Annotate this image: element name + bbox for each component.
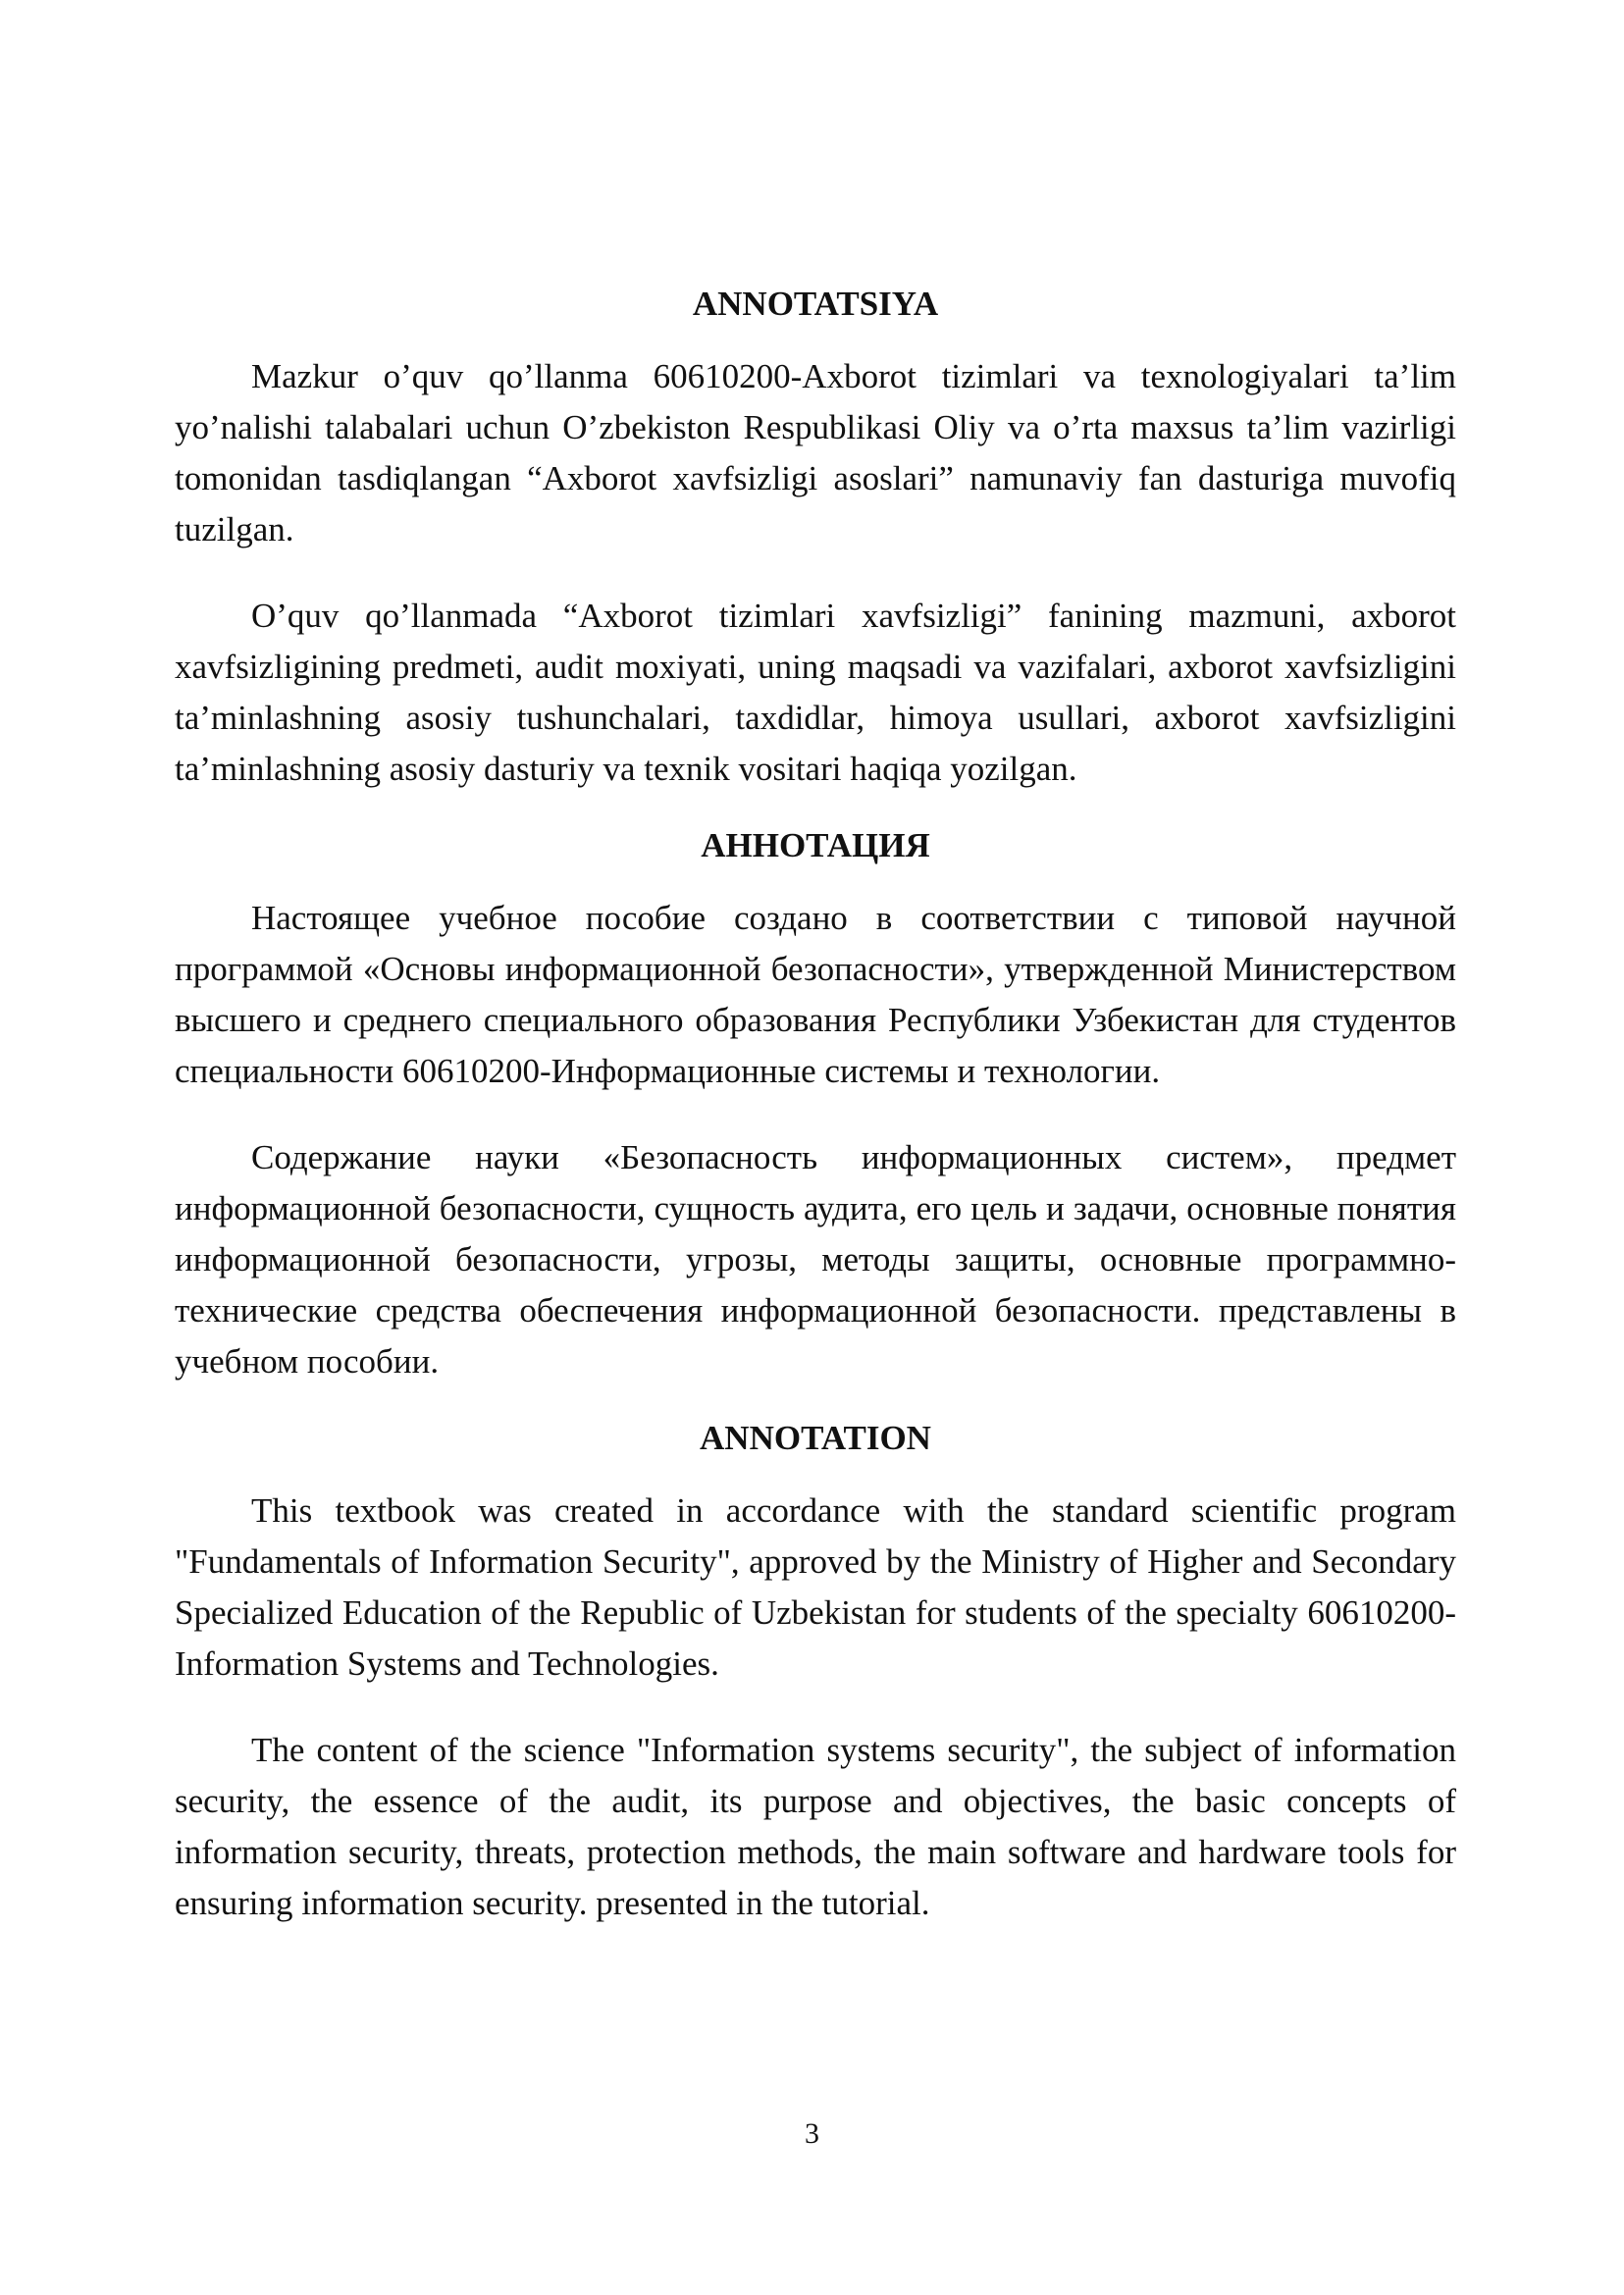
- heading-annotatsiya-ru: АННОТАЦИЯ: [701, 826, 930, 864]
- paragraph-annotatsiya-1: Mazkur o’quv qo’llanma 60610200-Axborot tizimlari va texnologiyalari ta’lim yo’nalishi talabalari uchun O’zbekiston Respublikasi Oliy va o’rta maxsus ta’lim vazirligi tomonidan tasdiqlangan “Axborot xavfsizligi asoslari” namunaviy fan dasturiga muvofiq tuzilgan.: [175, 357, 1456, 548]
- paragraph-annotatsiya-ru-1: Настоящее учебное пособие создано в соответствии с типовой научной программой «Основы информационной безопасности», утвержденной Министерством высшего и среднего специального образования Республики Узбекистан для студентов специальности 60610200-Информационные системы и технологии.: [175, 899, 1456, 1090]
- document-page: [175, 285, 1456, 1929]
- paragraph-annotation-en-2: The content of the science "Information systems security", the subject of information security, the essence of the audit, its purpose and objectives, the basic concepts of information security, threats, protection methods, the main software and hardware tools for ensuring information security. presented in the tutorial.: [175, 1731, 1456, 1922]
- page-number: 3: [805, 2117, 819, 2150]
- paragraph-annotatsiya-ru-2: Содержание науки «Безопасность информационных систем», предмет информационной безопасности, сущность аудита, его цель и задачи, основные понятия информационной безопасности, угрозы, методы защиты, основные программно-технические средства обеспечения информационной безопасности. представлены в учебном пособии.: [175, 1138, 1456, 1381]
- heading-annotatsiya: ANNOTATSIYA: [692, 285, 939, 323]
- paragraph-annotation-en-1: This textbook was created in accordance with the standard scientific program "Fundamentals of Information Security", approved by the Ministry of Higher and Secondary Specialized Education of the Republic of Uzbekistan for students of the specialty 60610200-Information Systems and Technologies.: [175, 1491, 1456, 1683]
- heading-annotation-en: ANNOTATION: [700, 1419, 931, 1457]
- paragraph-annotatsiya-2: O’quv qo’llanmada “Axborot tizimlari xavfsizligi” fanining mazmuni, axborot xavfsizligining predmeti, audit moxiyati, uning maqsadi va vazifalari, axborot xavfsizligini ta’minlashning asosiy tushunchalari, taxdidlar, himoya usullari, axborot xavfsizligini ta’minlashning asosiy dasturiy va texnik vositari haqiqa yozilgan.: [175, 597, 1456, 788]
